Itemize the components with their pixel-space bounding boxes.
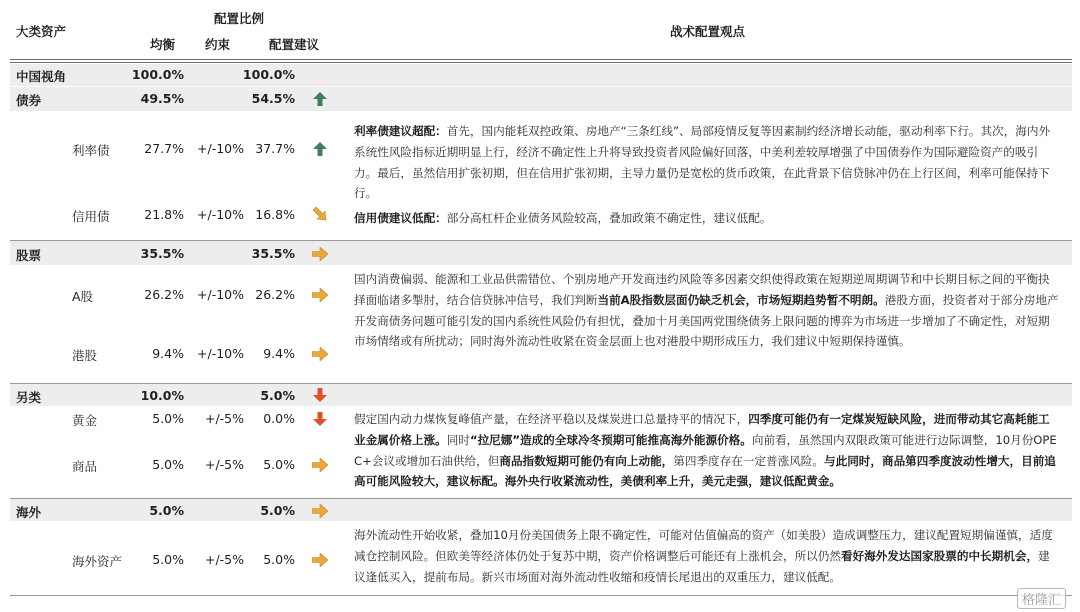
- view-text-segment: 当前A股指数层面仍缺乏机会，市场短期趋势暂不明朗。: [597, 292, 885, 307]
- row-hk-share-balanced: 9.4%: [152, 346, 184, 361]
- view-text-segment: 国内消费偏弱、能源和工业品供需错位、个别房地产开发商违约风险等多因素交织使得政策在短期逆周期调节和中长期目标之间的平衡抉择面临诸多掣肘，结合信贷脉冲信号，我们判断: [354, 272, 1050, 307]
- view-text-segment: 建议逢低买入，提前布局。新兴市场面对海外流动性收缩和疫情长尾退出的双重压力，建议低配。: [354, 548, 1050, 584]
- row-rate-bond-balanced: 27.7%: [144, 141, 184, 156]
- row-credit-bond-balanced: 21.8%: [144, 207, 184, 222]
- view-stocks-paragraph: [354, 269, 1060, 352]
- row-stocks-suggested: 35.5%: [251, 246, 295, 261]
- view-credit-paragraph: [354, 208, 1060, 229]
- header-asset-class: 大类资产: [16, 24, 67, 39]
- right-arrow-icon: [312, 247, 328, 261]
- view-text-segment: 首先，国内能耗双控政策、房地产“三条红线”、局部疫情反复等因素制约经济增长动能，驱动利率下行。其次，海内外系统性风险指标近期明显上行，经济不确定性上升将导致投资者风险偏好回落，中美利差较厚增强了中国债券作为国际避险资产的吸引力。最后，虽然信用扩张初期，但在信用扩张初期，主导力量仍是宽松的货币政策，在此背景下信贷脉冲仍在上行区间，利率可能保持下行。: [354, 124, 1051, 201]
- row-hk-share-constraint: +/-10%: [197, 346, 244, 361]
- row-bonds-name: 债券: [16, 93, 42, 108]
- row-commodities-balanced: 5.0%: [152, 457, 184, 472]
- watermark-logo: 格隆汇: [1017, 588, 1066, 609]
- view-text-segment: 商品指数短期可能仍有向上动能，: [499, 453, 674, 468]
- row-a-share-balanced: 26.2%: [144, 287, 184, 302]
- row-hk-share-name: 港股: [72, 348, 98, 363]
- separator-bottom: [10, 595, 1072, 596]
- view-text-segment: 同时: [446, 432, 470, 447]
- view-text-segment: 部分高杠杆企业债务风险较高，叠加政策不确定性，建议低配。: [446, 211, 772, 225]
- down-right-arrow-icon: [312, 207, 328, 221]
- view-text-segment: 看好海外发达国家股票的中长期机会，: [840, 548, 1039, 563]
- row-gold-balanced: 5.0%: [152, 411, 184, 426]
- separator-bonds: [10, 240, 1072, 241]
- view-text-segment: “拉尼娜”造成的全球冷冬预期可能推高海外能源价格。: [469, 432, 752, 447]
- right-arrow-icon: [312, 288, 328, 302]
- row-overseas-assets-constraint: +/-5%: [204, 552, 244, 567]
- view-text-segment: 向前看，虽然国内双限政策可能进行边际调整，10月份OPEC+会议或增加石油供给，但: [354, 432, 1057, 468]
- row-overseas-name: 海外: [16, 505, 42, 520]
- row-a-share-name: A股: [72, 289, 94, 304]
- row-hk-share-suggested: 9.4%: [263, 346, 295, 361]
- view-alternatives-paragraph: [354, 409, 1060, 492]
- view-bonds-paragraph: [354, 121, 1060, 204]
- row-a-share-suggested: 26.2%: [255, 287, 295, 302]
- separator-stocks: [10, 383, 1072, 384]
- row-china-name: 中国视角: [16, 69, 67, 84]
- row-gold-constraint: +/-5%: [204, 411, 244, 426]
- view-text-segment: 利率债建议超配：: [354, 124, 447, 138]
- row-rate-bond-name: 利率债: [72, 143, 110, 158]
- view-text-segment: 信用债建议低配：: [354, 211, 447, 225]
- row-commodities-constraint: +/-5%: [204, 457, 244, 472]
- up-arrow-icon: [312, 142, 328, 156]
- row-overseas-assets-suggested: 5.0%: [263, 552, 295, 567]
- row-rate-bond-suggested: 37.7%: [255, 141, 295, 156]
- right-arrow-icon: [312, 458, 328, 472]
- view-text-segment: 假定国内动力煤恢复峰值产量，在经济平稳以及煤炭进口总量持平的情况下，: [354, 412, 749, 426]
- row-china-balanced: 100.0%: [131, 67, 184, 82]
- row-overseas-assets-balanced: 5.0%: [152, 552, 184, 567]
- header-constraint: 约束: [205, 37, 231, 52]
- view-text-segment: 第四季度存在一定普涨风险。: [673, 453, 824, 468]
- right-arrow-icon: [312, 553, 328, 567]
- row-overseas-suggested: 5.0%: [260, 503, 295, 518]
- row-bonds-balanced: 49.5%: [140, 91, 184, 106]
- separator-alternatives: [10, 498, 1072, 499]
- right-arrow-icon: [312, 504, 328, 518]
- row-overseas-balanced: 5.0%: [149, 503, 184, 518]
- view-text-segment: 与此同时，商品第四季度波动性增大，目前追高可能风险较大，建议标配。海外央行收紧流动性，美债利率上升，美元走强，建议低配黄金。: [354, 453, 1056, 489]
- header-rule-top: [10, 59, 1072, 60]
- row-alternatives-name: 另类: [16, 390, 42, 405]
- down-arrow-icon: [312, 412, 328, 426]
- header-suggested: 配置建议: [269, 37, 320, 52]
- row-a-share-constraint: +/-10%: [197, 287, 244, 302]
- row-alternatives-suggested: 5.0%: [260, 388, 295, 403]
- up-arrow-icon: [312, 92, 328, 106]
- row-china-suggested: 100.0%: [242, 67, 295, 82]
- row-credit-bond-constraint: +/-10%: [197, 207, 244, 222]
- view-text-segment: 港股方面，投资者对于部分房地产开发商债务问题可能引发的国内系统性风险仍有担忧，叠加十月美国两党围绕债务上限问题的博弈为市场进一步增加了不确定性，对短期市场情绪或有所扰动；同时海外流动性收紧在资金层面上也对港股中期形成压力，我们建议中短期保持谨慎。: [354, 292, 1059, 349]
- view-text-segment: 海外流动性开始收紧，叠加10月份美国债务上限不确定性，可能对估值偏高的资产（如美股）造成调整压力，建议配置短期偏谨慎，适度减仓控制风险。但欧美等经济体仍处于复苏中期，资产价格调整后可能还有上涨机会，所以仍然: [354, 528, 1053, 563]
- row-credit-bond-suggested: 16.8%: [255, 207, 295, 222]
- view-overseas-paragraph: [354, 525, 1060, 587]
- down-arrow-icon: [312, 388, 328, 402]
- row-gold-name: 黄金: [72, 413, 98, 428]
- row-overseas-assets-name: 海外资产: [72, 554, 123, 569]
- row-commodities-name: 商品: [72, 459, 98, 474]
- row-rate-bond-constraint: +/-10%: [197, 141, 244, 156]
- row-commodities-suggested: 5.0%: [263, 457, 295, 472]
- row-stocks-name: 股票: [16, 248, 42, 263]
- right-arrow-icon: [312, 347, 328, 361]
- header-allocation-ratio: 配置比例: [214, 11, 265, 26]
- row-credit-bond-name: 信用债: [72, 209, 110, 224]
- row-bonds-suggested: 54.5%: [251, 91, 295, 106]
- header-balanced: 均衡: [150, 37, 176, 52]
- header-rule-bottom: [10, 62, 1072, 63]
- header-tactical-view: 战术配置观点: [670, 24, 746, 39]
- row-stocks-balanced: 35.5%: [140, 246, 184, 261]
- row-alternatives-balanced: 10.0%: [140, 388, 184, 403]
- view-text-segment: 四季度可能仍有一定煤炭短缺风险，进而带动其它高耗能工业金属价格上涨。: [354, 412, 1050, 447]
- row-gold-suggested: 0.0%: [263, 411, 295, 426]
